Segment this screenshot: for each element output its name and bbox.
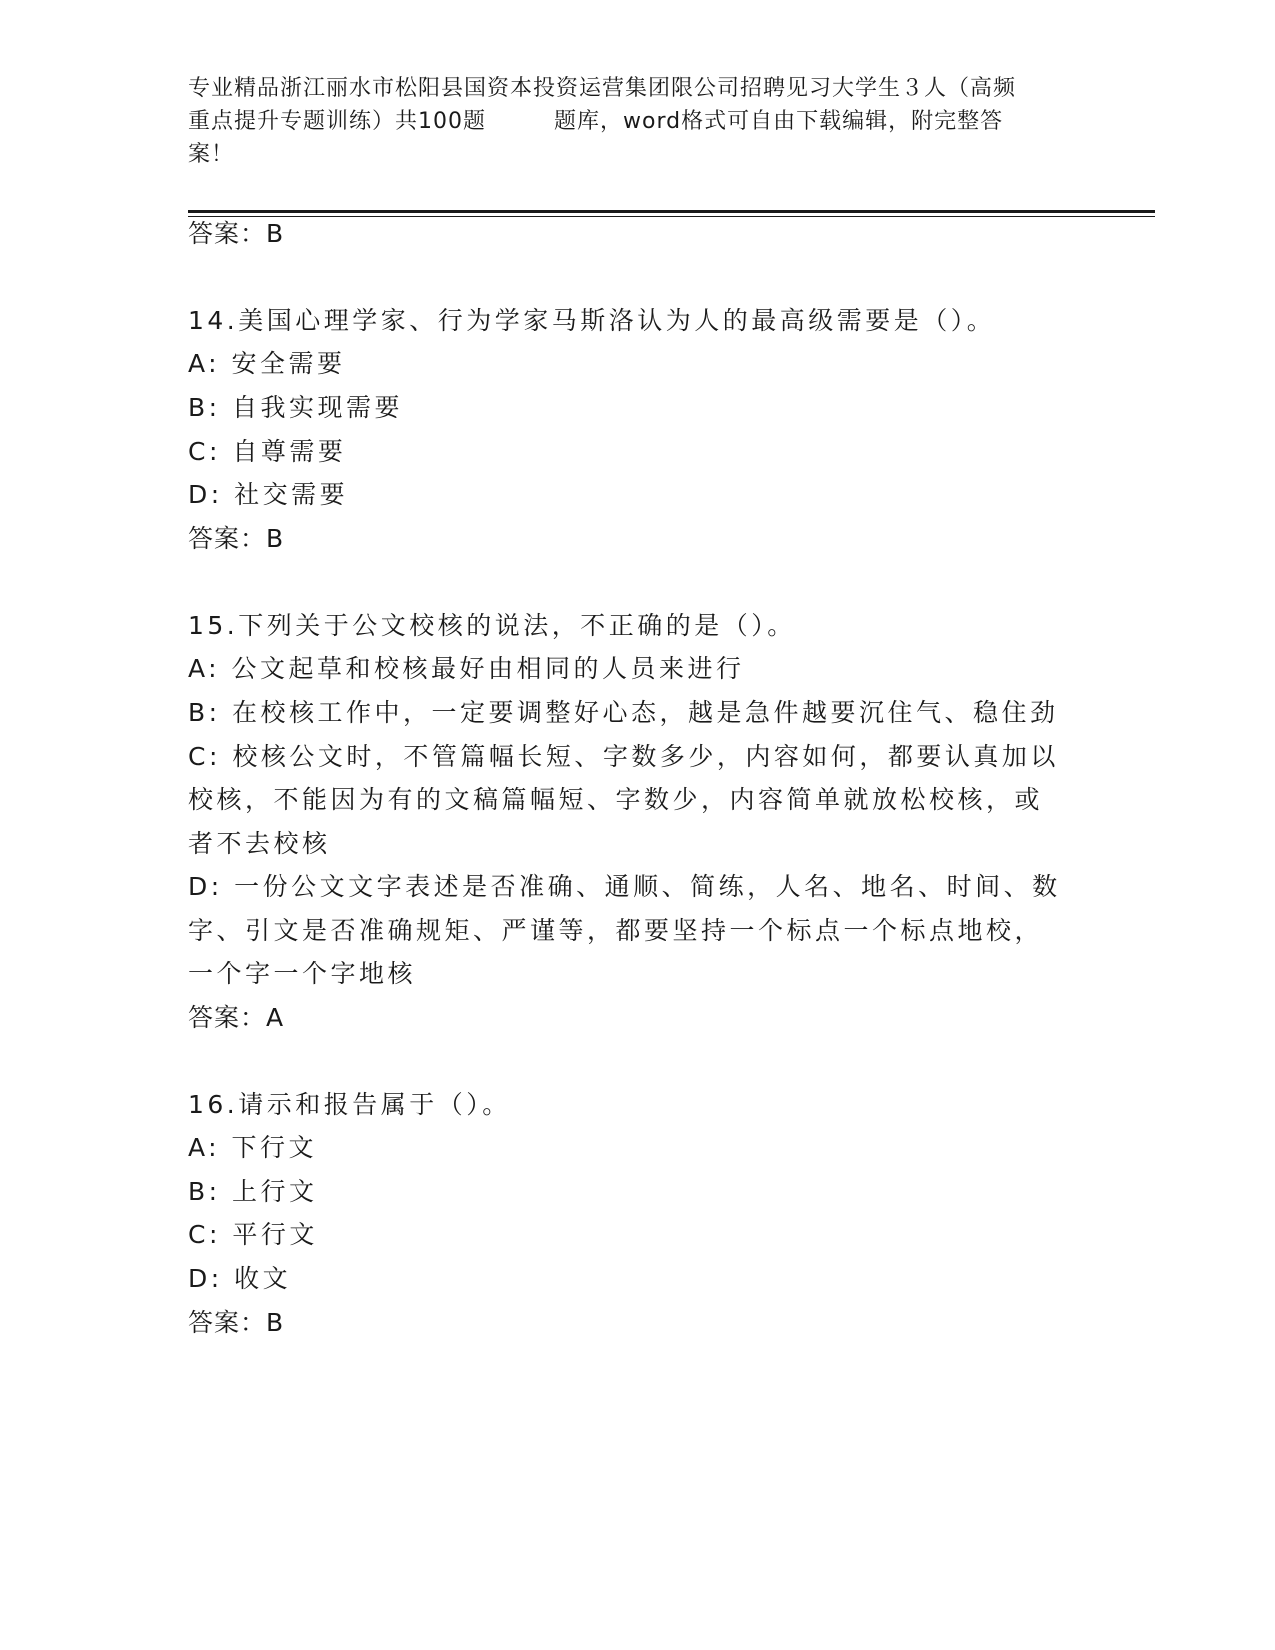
header-rule-thin [188, 216, 1155, 217]
header-line-2b: 题库，word格式可自由下载编辑，附完整答 [554, 109, 1004, 134]
header-line-2 [188, 105, 1088, 138]
header-line-1: 专业精品浙江丽水市松阳县国资本投资运营集团限公司招聘见习大学生３人（高频 [188, 76, 1017, 101]
q16-option-b: B: 上行文 [188, 1177, 318, 1206]
q16-question: 16.请示和报告属于（）。 [188, 1090, 511, 1119]
q15-option-c-line-3: 者不去校核 [188, 829, 331, 858]
q15-question: 15.下列关于公文校核的说法，不正确的是（）。 [188, 611, 796, 640]
q16-option-c: C: 平行文 [188, 1220, 318, 1249]
q15-option-d-line-1: D: 一份公文文字表述是否准确、通顺、简练，人名、地名、时间、数 [188, 872, 1061, 901]
q16-option-a: A: 下行文 [188, 1133, 318, 1162]
q14-option-b: B: 自我实现需要 [188, 393, 404, 422]
q16-answer: 答案：B [188, 1308, 285, 1337]
q14-answer: 答案：B [188, 524, 285, 553]
q14-option-c: C: 自尊需要 [188, 437, 347, 466]
q14-question: 14.美国心理学家、行为学家马斯洛认为人的最高级需要是（）。 [188, 306, 996, 335]
q15-answer: 答案：A [188, 1003, 285, 1032]
prev-answer: 答案：B [188, 219, 285, 248]
q15-option-c-line-1: C: 校核公文时，不管篇幅长短、字数多少，内容如何，都要认真加以 [188, 742, 1059, 771]
q15-option-a: A: 公文起草和校核最好由相同的人员来进行 [188, 654, 745, 683]
header-line-2a: 重点提升专题训练）共100题 [188, 109, 486, 134]
q15-option-d-line-3: 一个字一个字地核 [188, 959, 417, 988]
q14-option-a: A: 安全需要 [188, 349, 346, 378]
q15-option-c-line-2: 校核，不能因为有的文稿篇幅短、字数少，内容简单就放松校核，或 [188, 785, 1044, 814]
q15-option-b: B: 在校核工作中，一定要调整好心态，越是急件越要沉住气、稳住劲 [188, 698, 1059, 727]
document-header [188, 72, 1088, 171]
q15-option-d-line-2: 字、引文是否准确规矩、严谨等，都要坚持一个标点一个标点地校， [188, 916, 1044, 945]
q14-option-d: D: 社交需要 [188, 480, 349, 509]
header-line-3: 案！ [188, 142, 235, 167]
q16-option-d: D: 收文 [188, 1264, 292, 1293]
header-rule-thick [188, 210, 1155, 213]
